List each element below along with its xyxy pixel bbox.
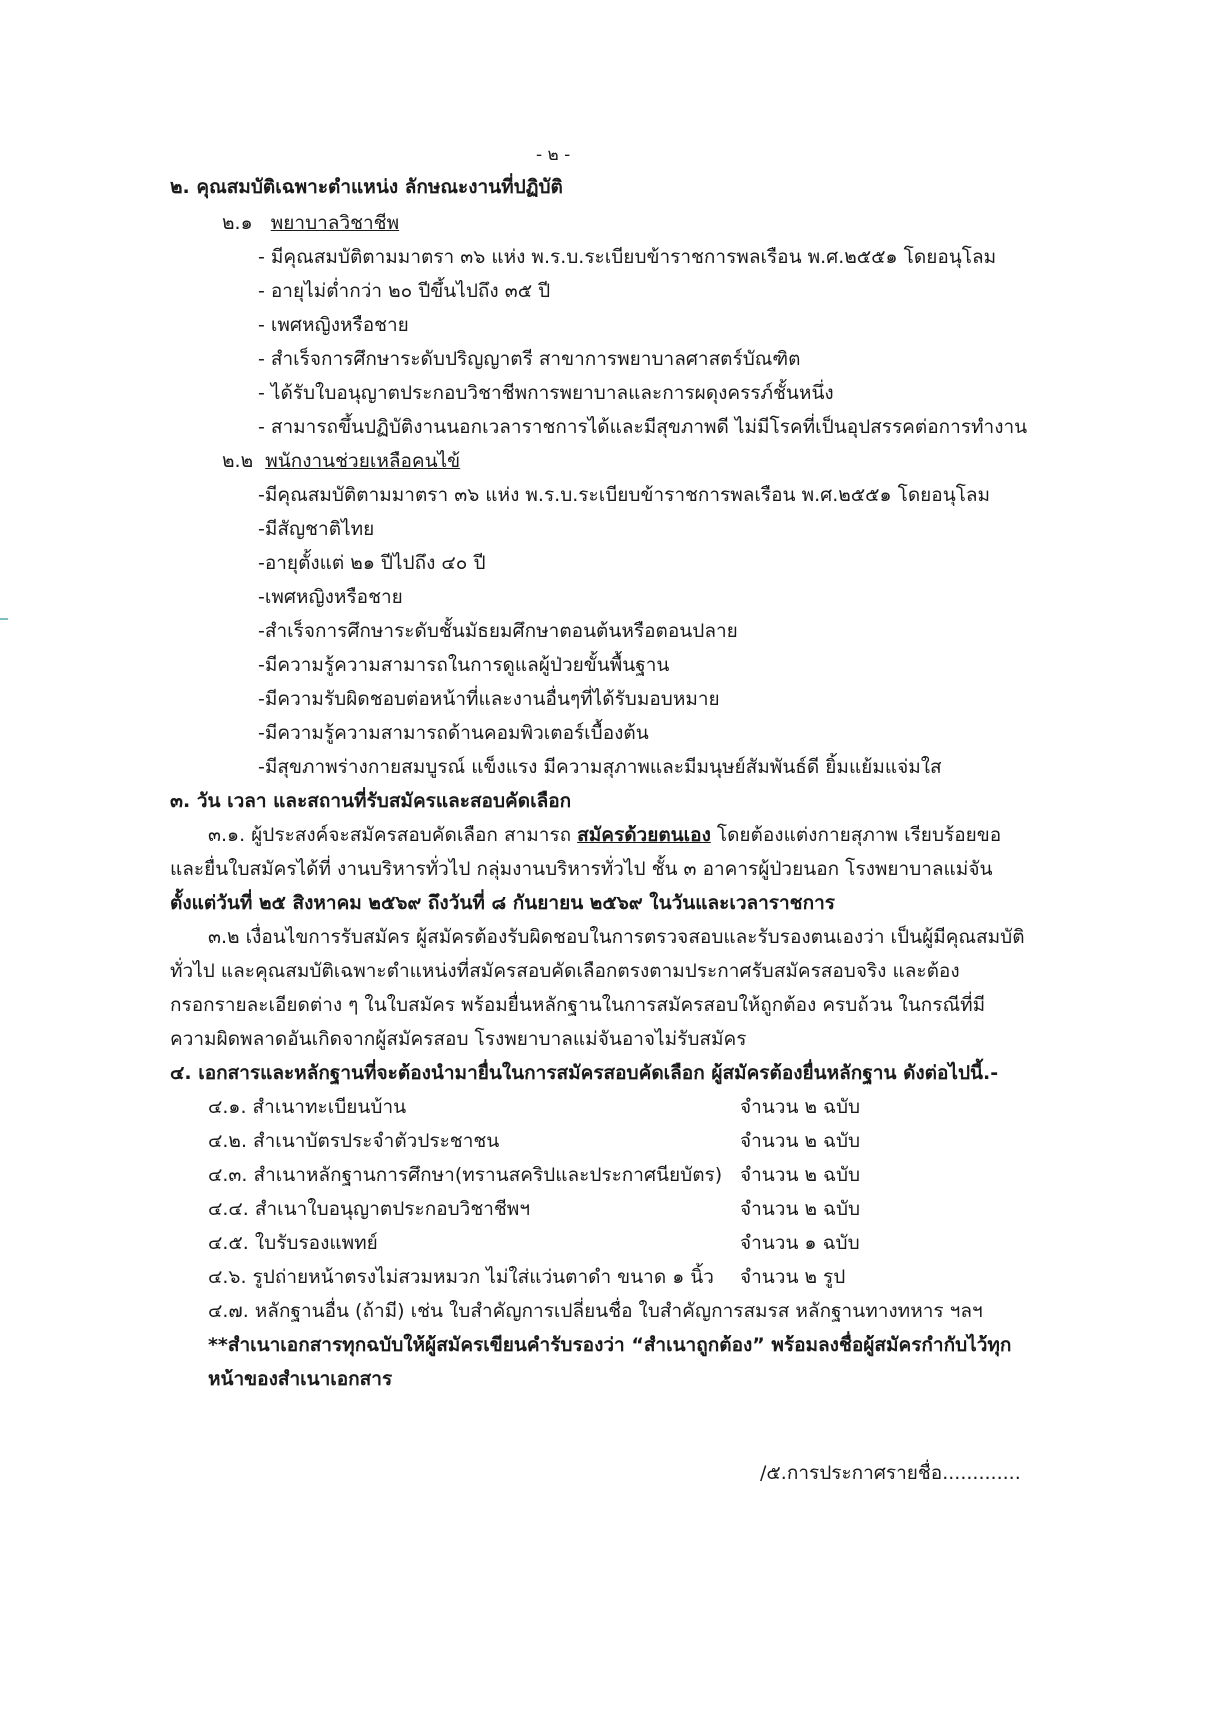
qualification-item: -อายุตั้งแต่ ๒๑ ปีไปถึง ๔๐ ปี: [258, 552, 486, 574]
document-label: ๔.๒. สำเนาบัตรประจำตัวประชาชน: [208, 1130, 500, 1152]
subsection-2-1-number: ๒.๑: [222, 212, 253, 234]
scan-mark: [0, 618, 8, 620]
document-label: ๔.๕. ใบรับรองแพทย์: [208, 1232, 378, 1254]
subsection-2-2-heading: [222, 446, 460, 476]
paragraph-3-2-line3: กรอกรายละเอียดต่าง ๆ ในใบสมัคร พร้อมยื่นหลักฐานในการสมัครสอบให้ถูกต้อง ครบถ้วน ในกรณีที่มี: [170, 994, 986, 1016]
qualification-item: - ได้รับใบอนุญาตประกอบวิชาชีพการพยาบาลและการผดุงครรภ์ชั้นหนึ่ง: [258, 382, 834, 404]
page-number: - ๒ -: [536, 145, 571, 165]
copy-certification-note: **สำเนาเอกสารทุกฉบับให้ผู้สมัครเขียนคำรับรองว่า “สำเนาถูกต้อง” พร้อมลงชื่อผู้สมัครกำกับไว้ทุก: [208, 1334, 1012, 1356]
qualification-item: - มีคุณสมบัติตามมาตรา ๓๖ แห่ง พ.ร.บ.ระเบียบข้าราชการพลเรือน พ.ศ.๒๕๕๑ โดยอนุโลม: [258, 246, 997, 268]
document-label: ๔.๑. สำเนาทะเบียนบ้าน: [208, 1096, 407, 1118]
document-row-other: ๔.๗. หลักฐานอื่น (ถ้ามี) เช่น ใบสำคัญการเปลี่ยนชื่อ ใบสำคัญการสมรส หลักฐานทางทหาร ฯลฯ: [208, 1300, 983, 1322]
qualification-item: -สำเร็จการศึกษาระดับชั้นมัธยมศึกษาตอนต้นหรือตอนปลาย: [258, 620, 738, 642]
qualification-item: -มีความรู้ความสามารถในการดูแลผู้ป่วยขั้นพื้นฐาน: [258, 654, 670, 676]
section-3-heading: ๓. วัน เวลา และสถานที่รับสมัครและสอบคัดเลือก: [170, 790, 572, 812]
document-count: จำนวน ๒ ฉบับ: [740, 1096, 861, 1118]
qualification-item: - สามารถขึ้นปฏิบัติงานนอกเวลาราชการได้และมีสุขภาพดี ไม่มีโรคที่เป็นอุปสรรคต่อการทำงาน: [258, 416, 1028, 438]
qualification-item: - อายุไม่ต่ำกว่า ๒๐ ปีขึ้นไปถึง ๓๕ ปี: [258, 280, 551, 302]
paragraph-3-1-line2: และยื่นใบสมัครได้ที่ งานบริหารทั่วไป กลุ่มงานบริหารทั่วไป ชั้น ๓ อาคารผู้ป่วยนอก โรงพยาบาลแม่จัน: [170, 858, 993, 880]
paragraph-3-2-line4: ความผิดพลาดอันเกิดจากผู้สมัครสอบ โรงพยาบาลแม่จันอาจไม่รับสมัคร: [170, 1028, 747, 1050]
document-count: จำนวน ๒ ฉบับ: [740, 1164, 861, 1186]
paragraph-3-1-line1: [208, 820, 1001, 850]
paragraph-3-2-line2: ทั่วไป และคุณสมบัติเฉพาะตำแหน่งที่สมัครสอบคัดเลือกตรงตามประกาศรับสมัครสอบจริง และต้อง: [170, 960, 960, 982]
document-count: จำนวน ๒ ฉบับ: [740, 1198, 861, 1220]
continuation-marker: /๕.การประกาศรายชื่อ.............: [760, 1462, 1021, 1484]
paragraph-3-2-line1: ๓.๒ เงื่อนไขการรับสมัคร ผู้สมัครต้องรับผิดชอบในการตรวจสอบและรับรองตนเองว่า เป็นผู้มีคุณสมบัติ: [208, 926, 1025, 948]
document-label: ๔.๓. สำเนาหลักฐานการศึกษา(ทรานสคริปและประกาศนียบัตร): [208, 1164, 723, 1186]
document-row: [208, 1228, 888, 1258]
document-count: จำนวน ๒ ฉบับ: [740, 1130, 861, 1152]
qualification-item: -มีสุขภาพร่างกายสมบูรณ์ แข็งแรง มีความสุภาพและมีมนุษย์สัมพันธ์ดี ยิ้มแย้มแจ่มใส: [258, 756, 942, 778]
document-label: ๔.๖. รูปถ่ายหน้าตรงไม่สวมหมวก ไม่ใส่แว่นตาดำ ขนาด ๑ นิ้ว: [208, 1266, 714, 1288]
subsection-2-1-heading: [222, 208, 399, 238]
paragraph-3-1-text: โดยต้องแต่งกายสุภาพ เรียบร้อยขอ: [710, 824, 1002, 846]
subsection-2-1-title: พยาบาลวิชาชีพ: [270, 212, 400, 234]
document-row: [208, 1194, 888, 1224]
qualification-item: -มีสัญชาติไทย: [258, 518, 375, 540]
application-period: ตั้งแต่วันที่ ๒๕ สิงหาคม ๒๕๖๙ ถึงวันที่ ๘ กันยายน ๒๕๖๙ ในวันและเวลาราชการ: [170, 892, 835, 914]
document-row: [208, 1160, 888, 1190]
document-count: จำนวน ๑ ฉบับ: [740, 1232, 860, 1254]
section-4-heading: ๔. เอกสารและหลักฐานที่จะต้องนำมายื่นในการสมัครสอบคัดเลือก ผู้สมัครต้องยื่นหลักฐาน ดังต่อไปนี้.-: [170, 1062, 999, 1084]
qualification-item: -เพศหญิงหรือชาย: [258, 586, 403, 608]
copy-certification-note: หน้าของสำเนาเอกสาร: [208, 1368, 393, 1390]
document-row: [208, 1262, 888, 1292]
subsection-2-2-title: พนักงานช่วยเหลือคนไข้: [265, 450, 461, 472]
document-row: [208, 1126, 888, 1156]
document-row: [208, 1092, 888, 1122]
qualification-item: -มีคุณสมบัติตามมาตรา ๓๖ แห่ง พ.ร.บ.ระเบียบข้าราชการพลเรือน พ.ศ.๒๕๕๑ โดยอนุโลม: [258, 484, 991, 506]
paragraph-3-1-text: ๓.๑. ผู้ประสงค์จะสมัครสอบคัดเลือก สามารถ: [208, 824, 578, 846]
document-label: ๔.๔. สำเนาใบอนุญาตประกอบวิชาชีพฯ: [208, 1198, 530, 1220]
document-count: จำนวน ๒ รูป: [740, 1266, 846, 1288]
self-apply-emphasis: สมัครด้วยตนเอง: [577, 824, 711, 846]
qualification-item: - สำเร็จการศึกษาระดับปริญญาตรี สาขาการพยาบาลศาสตร์บัณฑิต: [258, 348, 801, 370]
qualification-item: - เพศหญิงหรือชาย: [258, 314, 409, 336]
qualification-item: -มีความรู้ความสามารถด้านคอมพิวเตอร์เบื้องต้น: [258, 722, 649, 744]
subsection-2-2-number: ๒.๒: [222, 450, 254, 472]
section-2-heading: ๒. คุณสมบัติเฉพาะตำแหน่ง ลักษณะงานที่ปฏิบัติ: [170, 176, 563, 198]
qualification-item: -มีความรับผิดชอบต่อหน้าที่และงานอื่นๆที่ได้รับมอบหมาย: [258, 688, 720, 710]
